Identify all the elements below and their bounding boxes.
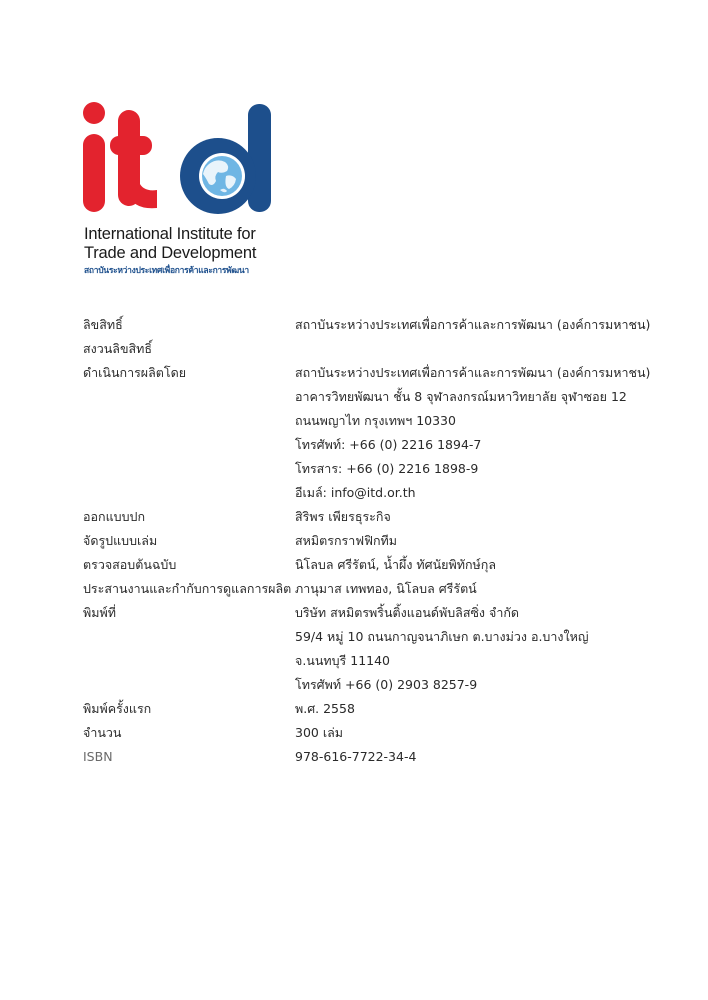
credit-value: โทรสาร: +66 (0) 2216 1898-9: [295, 461, 479, 476]
credit-label: ลิขสิทธิ์: [83, 317, 123, 332]
logo-tagline-line1: International Institute for: [84, 225, 256, 243]
credit-value: บริษัท สหมิตรพริ้นติ้งแอนด์พับลิสซิ่ง จำกัด: [295, 605, 520, 620]
credit-row-layout: [83, 529, 643, 553]
credit-label: ตรวจสอบต้นฉบับ: [83, 557, 177, 572]
credit-label: ดำเนินการผลิตโดย: [83, 365, 187, 380]
credit-row-coordination: [83, 577, 643, 601]
credit-value: นิโลบล ศรีรัตน์, น้ำผึ้ง ทัศนัยพิทักษ์กุล: [295, 557, 496, 572]
credit-value: สหมิตรกราฟฟิกทีม: [295, 533, 397, 548]
credit-label: พิมพ์ครั้งแรก: [83, 701, 152, 716]
credit-row-printed-at: [83, 601, 643, 697]
credit-value: 59/4 หมู่ 10 ถนนกาญจนาภิเษก ต.บางม่วง อ.บางใหญ่: [295, 629, 589, 644]
credit-value: สิริพร เพียรธุระกิจ: [295, 509, 391, 524]
credit-row-proofreading: [83, 553, 643, 577]
credit-label: ISBN: [83, 749, 113, 764]
credit-value: [295, 337, 643, 361]
credit-row-rights-reserved: [83, 337, 643, 361]
credit-value: พ.ศ. 2558: [295, 701, 355, 716]
credit-value: จ.นนทบุรี 11140: [295, 653, 391, 668]
credit-label: ประสานงานและกำกับการดูแลการผลิต: [83, 581, 292, 596]
credit-row-copyright: [83, 313, 651, 337]
credits-block: [83, 313, 651, 769]
credit-value: โทรศัพท์ +66 (0) 2903 8257-9: [295, 677, 478, 692]
credit-row-first-print: [83, 697, 643, 721]
credit-label: จำนวน: [83, 725, 122, 740]
credit-value: สถาบันระหว่างประเทศเพื่อการค้าและการพัฒนา (องค์การมหาชน): [295, 317, 651, 332]
credit-label: พิมพ์ที่: [83, 605, 116, 620]
credit-row-isbn: [83, 745, 643, 769]
credit-value: ถนนพญาไท กรุงเทพฯ 10330: [295, 413, 456, 428]
credit-value: อาคารวิทยพัฒนา ชั้น 8 จุฬาลงกรณ์มหาวิทยาลัย จุฬาซอย 12: [295, 389, 627, 404]
credit-label: ออกแบบปก: [83, 509, 146, 524]
credit-value-email: อีเมล์: info@itd.or.th: [295, 485, 416, 500]
itd-logo-mark: [82, 102, 282, 222]
credit-row-cover-design: [83, 505, 643, 529]
credit-value-isbn: 978-616-7722-34-4: [295, 749, 417, 764]
logo-tagline-line2: Trade and Development: [84, 244, 257, 262]
credit-value: ภานุมาส เทพทอง, นิโลบล ศรีรัตน์: [295, 581, 477, 596]
credit-value: โทรศัพท์: +66 (0) 2216 1894-7: [295, 437, 482, 452]
credit-value: 300 เล่ม: [295, 725, 344, 740]
logo-tagline-thai: สถาบันระหว่างประเทศเพื่อการค้าและการพัฒนา: [84, 266, 249, 276]
credit-value: สถาบันระหว่างประเทศเพื่อการค้าและการพัฒนา (องค์การมหาชน): [295, 365, 651, 380]
credit-row-quantity: [83, 721, 643, 745]
credit-label: จัดรูปแบบเล่ม: [83, 533, 158, 548]
credit-row-produced-by: [83, 361, 651, 505]
itd-logo: [82, 102, 282, 280]
credit-label: สงวนลิขสิทธิ์: [83, 341, 153, 356]
